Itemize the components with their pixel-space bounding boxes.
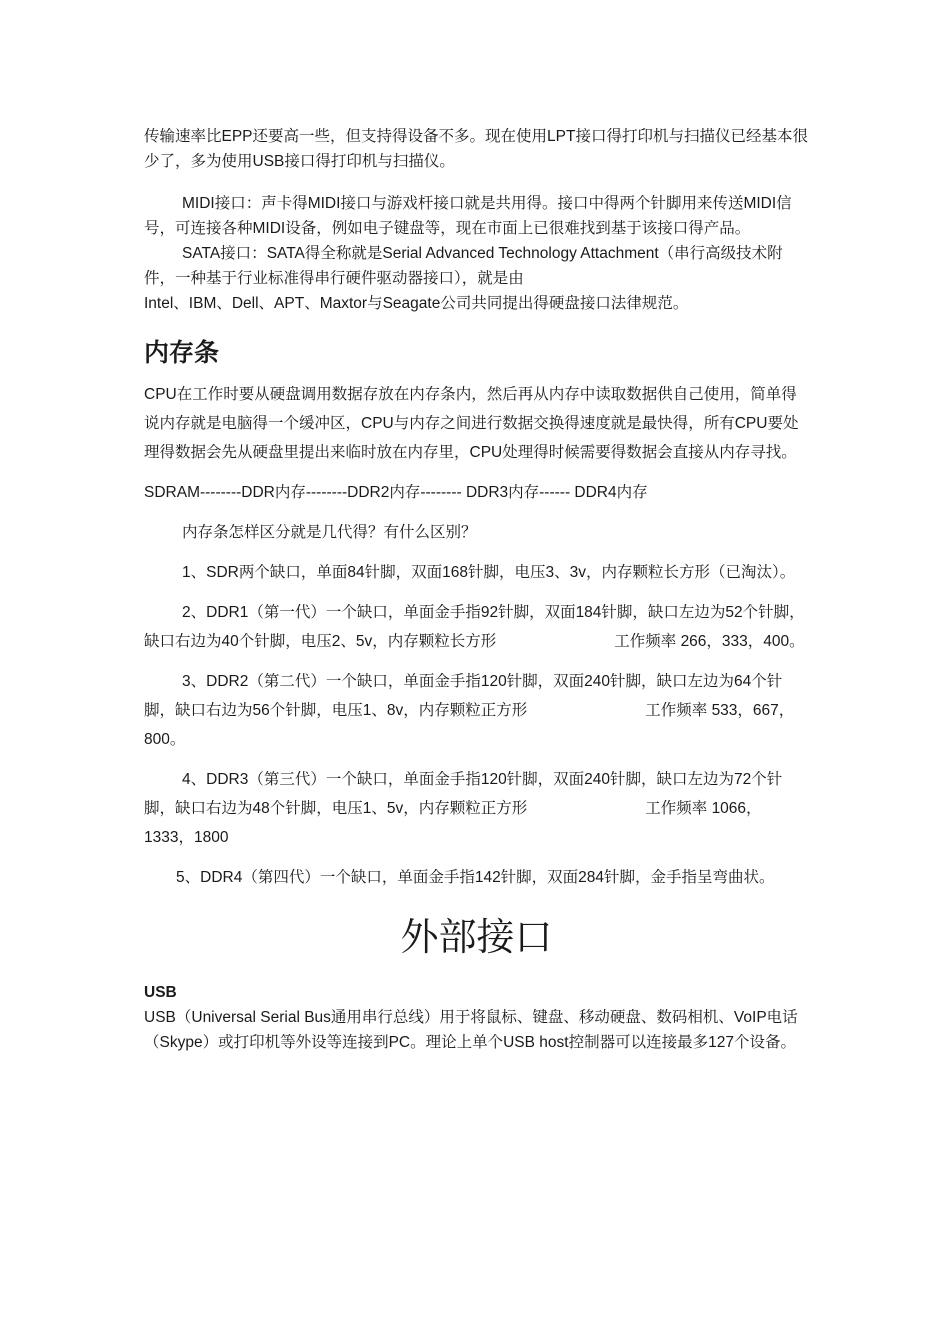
memory-item-2: 2、DDR1（第一代）一个缺口，单面金手指92针脚，双面184针脚，缺口左边为52个针脚，缺口右边为40个针脚，电压2、5v，内存颗粒长方形 工作频率 266，333，400。 xyxy=(144,604,805,650)
memory-item-1: 1、SDR两个缺口，单面84针脚，双面168针脚，电压3、3v，内存颗粒长方形（已淘汰）。 xyxy=(182,564,796,581)
usb-paragraph: USB（Universal Serial Bus通用串行总线）用于将鼠标、键盘、移动硬盘、数码相机、VoIP电话（Skype）或打印机等外设等连接到PC。理论上单个USB host控制器可以连接最多127个设备。 xyxy=(144,1009,798,1051)
memory-heading: 内存条 xyxy=(144,338,220,367)
document-page xyxy=(144,124,809,1055)
memory-item-5: 5、DDR4（第四代）一个缺口，单面金手指142针脚，双面284针脚，金手指呈弯曲状。 xyxy=(176,869,775,886)
sata-text: SATA得全称就是Serial Advanced Technology Attachment（串行高级技术附件，一种基于行业标准得串行硬件驱动器接口），就是由 xyxy=(144,245,783,287)
midi-text: 声卡得MIDI接口与游戏杆接口就是共用得。接口中得两个针脚用来传送MIDI信号，可连接各种MIDI设备，例如电子键盘等，现在市面上已很难找到基于该接口得产品。 xyxy=(144,195,792,237)
memory-question: 内存条怎样区分就是几代得？有什么区别？ xyxy=(182,524,477,541)
sata-paragraph-cont: Intel、IBM、Dell、APT、Maxtor与Seagate公司共同提出得硬盘接口法律规范。 xyxy=(144,295,689,312)
memory-item-3: 3、DDR2（第二代）一个缺口，单面金手指120针脚，双面240针脚，缺口左边为64个针脚，缺口右边为56个针脚，电压1、8v，内存颗粒正方形 工作频率 533，667，800。 xyxy=(144,673,795,748)
usb-title: USB xyxy=(144,984,177,1001)
lpt-paragraph: 传输速率比EPP还要高一些，但支持得设备不多。现在使用LPT接口得打印机与扫描仪已经基本很少了，多为使用USB接口得打印机与扫描仪。 xyxy=(144,128,808,170)
memory-sequence: SDRAM--------DDR内存--------DDR2内存-------- DDR3内存------ DDR4内存 xyxy=(144,484,648,501)
frequency-label: 工作频率 xyxy=(645,702,708,719)
interfaces-section xyxy=(144,124,809,316)
memory-section xyxy=(144,380,809,892)
frequency-label: 工作频率 xyxy=(614,633,677,650)
memory-item-4: 4、DDR3（第三代）一个缺口，单面金手指120针脚，双面240针脚，缺口左边为72个针脚，缺口右边为48个针脚，电压1、5v，内存颗粒正方形 工作频率 1066，1333，1800 xyxy=(144,771,783,846)
midi-label: MIDI接口： xyxy=(182,195,262,212)
sata-label: SATA接口： xyxy=(182,245,267,262)
memory-intro: CPU在工作时要从硬盘调用数据存放在内存条内，然后再从内存中读取数据供自己使用，简单得说内存就是电脑得一个缓冲区，CPU与内存之间进行数据交换得速度就是最快得，所有CPU要处理得数据会先从硬盘里提出来临时放在内存里，CPU处理得时候需要得数据会直接从内存寻找。 xyxy=(144,386,799,461)
external-interfaces-heading: 外部接口 xyxy=(400,915,553,959)
midi-paragraph xyxy=(144,191,809,241)
usb-section xyxy=(144,980,809,1055)
frequency-label: 工作频率 xyxy=(645,800,708,817)
sata-paragraph xyxy=(144,241,809,291)
